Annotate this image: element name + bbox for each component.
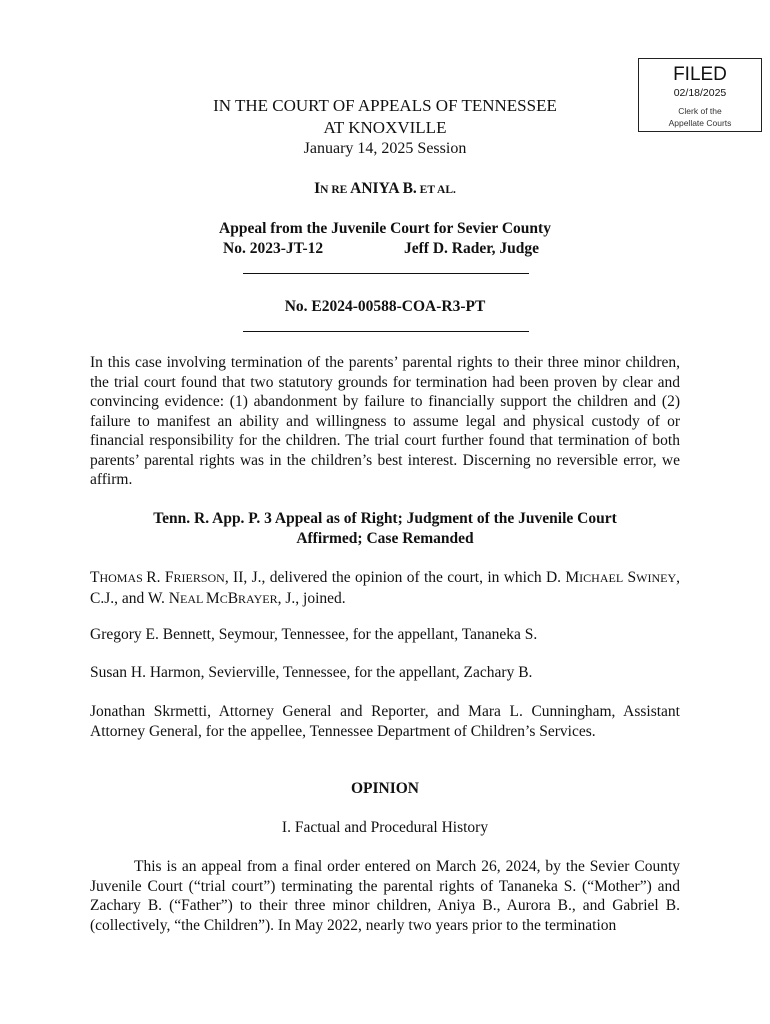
divider [243,273,529,274]
summary-paragraph: In this case involving termination of the parents’ parental rights to their three minor children, the trial court found that two statutory grounds for termination had been proven by clear and convincing evidence: (1) abandonment by failure to financially support the children and (2) failure to manifest an ability and willingness to assume legal and physical custody of or financial responsibility for the children. The trial court further found that termination of both parents’ parental rights was in the children’s best interest. Discerning no reversible error, we affirm. [90,354,680,488]
court-name: IN THE COURT OF APPEALS OF TENNESSEE [213,96,557,115]
counsel-appellant-mother: Gregory E. Bennett, Seymour, Tennessee, for the appellant, Tananeka S. [90,626,538,643]
court-location: AT KNOXVILLE [323,118,447,137]
holding-line-1: Tenn. R. App. P. 3 Appeal as of Right; Judgment of the Juvenile Court [153,510,617,527]
divider [243,331,529,332]
panel-paragraph: THOMAS R. FRIERSON, II, J., delivered the opinion of the court, in which D. MICHAEL SWINEY, C.J., and W. NEAL MCBRAYER, J., joined. [90,569,681,607]
caption-in-initial: I [314,180,321,197]
session-date: January 14, 2025 Session [303,140,467,157]
caption-et-al: ET AL. [416,184,456,196]
appeal-case-number: No. E2024-00588-COA-R3-PT [284,298,486,315]
case-caption [0,179,770,200]
filed-label: FILED [673,64,727,85]
clerk-line-2: Appellate Courts [668,118,732,128]
opinion-heading: OPINION [350,780,420,797]
clerk-line-1: Clerk of the [678,106,722,116]
body-text: This is an appeal from a final order entered on March 26, 2024, by the Sevier County Juvenile Court (“trial court”) terminating the parental rights of Tananeka S. (“Mother”) and Zachary B. (“Father”) to their three minor children, Aniya B., Aurora B., and Gabriel B. (collectively, “the Children”). In May 2022, nearly two years prior to the termination [90,858,680,934]
filed-date: 02/18/2025 [673,87,727,99]
caption-in-rest: N RE [320,184,351,196]
holding-line-2: Affirmed; Case Remanded [296,529,474,547]
trial-case-number: No. 2023-JT-12 [223,240,324,257]
appeal-from: Appeal from the Juvenile Court for Sevier County [219,220,551,237]
trial-judge: Jeff D. Rader, Judge [404,240,540,257]
counsel-appellee: Jonathan Skrmetti, Attorney General and Reporter, and Mara L. Cunningham, Assistant Attorney General, for the appellee, Tennessee Department of Children’s Services. [90,703,680,740]
body-paragraph [90,857,680,935]
caption-name: ANIYA B. [350,180,417,197]
counsel-appellant-father: Susan H. Harmon, Sevierville, Tennessee, for the appellant, Zachary B. [90,664,533,681]
section-heading: I. Factual and Procedural History [281,819,489,836]
holding [90,509,680,548]
